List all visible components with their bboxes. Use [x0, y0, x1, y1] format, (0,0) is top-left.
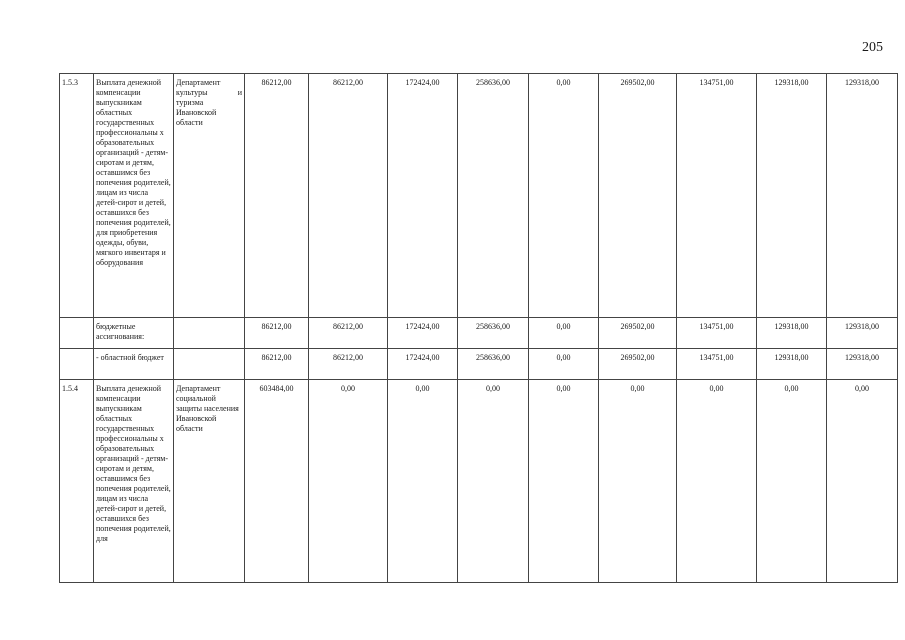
row-code: [60, 318, 94, 349]
value-cell: 129318,00: [827, 74, 898, 318]
value-cell: 134751,00: [677, 318, 757, 349]
value-cell: 0,00: [529, 74, 599, 318]
table-row: [60, 349, 898, 380]
value-cell: 0,00: [458, 380, 529, 583]
value-cell: 172424,00: [388, 74, 458, 318]
executor-line: Департамент: [176, 78, 221, 87]
value-cell: 258636,00: [458, 318, 529, 349]
value-cell: 86212,00: [245, 74, 309, 318]
value-cell: 129318,00: [757, 74, 827, 318]
value-cell: 0,00: [529, 380, 599, 583]
value-cell: 129318,00: [757, 318, 827, 349]
value-cell: 0,00: [529, 349, 599, 380]
value-cell: 258636,00: [458, 349, 529, 380]
value-cell: 258636,00: [458, 74, 529, 318]
row-code: 1.5.3: [60, 74, 94, 318]
value-cell: 269502,00: [599, 318, 677, 349]
row-executor: [174, 349, 245, 380]
row-name: - областной бюджет: [94, 349, 174, 380]
row-name: Выплата денежной компенсации выпускникам областных государственных профессиональны х образовательных организаций - детям-сиротам и детям, оставшимся без попечения родителей, лицам из числа детей-сирот и детей, оставшихся без попечения родителей, для приобретения одежды, обуви, мягкого инвентаря и оборудования: [94, 74, 174, 318]
value-cell: 269502,00: [599, 74, 677, 318]
row-name: бюджетные ассигнования:: [94, 318, 174, 349]
value-cell: 129318,00: [827, 318, 898, 349]
value-cell: 0,00: [827, 380, 898, 583]
executor-line: [176, 88, 242, 98]
row-executor: [174, 74, 245, 318]
row-name: Выплата денежной компенсации выпускникам областных государственных профессиональны х образовательных организаций - детям-сиротам и детям, оставшимся без попечения родителей, лицам из числа детей-сирот и детей, оставшихся без попечения родителей, для: [94, 380, 174, 583]
table-row: [60, 380, 898, 583]
executor-line: туризма Ивановской области: [176, 98, 217, 127]
budget-table: [59, 73, 898, 583]
value-cell: 0,00: [757, 380, 827, 583]
value-cell: 0,00: [677, 380, 757, 583]
value-cell: 0,00: [388, 380, 458, 583]
row-code: [60, 349, 94, 380]
page-number: 205: [862, 40, 883, 55]
value-cell: 86212,00: [309, 349, 388, 380]
value-cell: 86212,00: [245, 349, 309, 380]
value-cell: 129318,00: [757, 349, 827, 380]
executor-word: и: [237, 88, 242, 97]
value-cell: 134751,00: [677, 74, 757, 318]
value-cell: 0,00: [309, 380, 388, 583]
value-cell: 86212,00: [309, 318, 388, 349]
value-cell: 134751,00: [677, 349, 757, 380]
table-row: [60, 74, 898, 318]
row-executor: [174, 318, 245, 349]
value-cell: 172424,00: [388, 318, 458, 349]
value-cell: 0,00: [529, 318, 599, 349]
value-cell: 86212,00: [245, 318, 309, 349]
value-cell: 603484,00: [245, 380, 309, 583]
row-executor: Департамент социальной защиты населения Ивановской области: [174, 380, 245, 583]
value-cell: 269502,00: [599, 349, 677, 380]
value-cell: 86212,00: [309, 74, 388, 318]
value-cell: 0,00: [599, 380, 677, 583]
row-code: 1.5.4: [60, 380, 94, 583]
value-cell: 129318,00: [827, 349, 898, 380]
table-row: [60, 318, 898, 349]
value-cell: 172424,00: [388, 349, 458, 380]
executor-word: культуры: [176, 88, 208, 97]
